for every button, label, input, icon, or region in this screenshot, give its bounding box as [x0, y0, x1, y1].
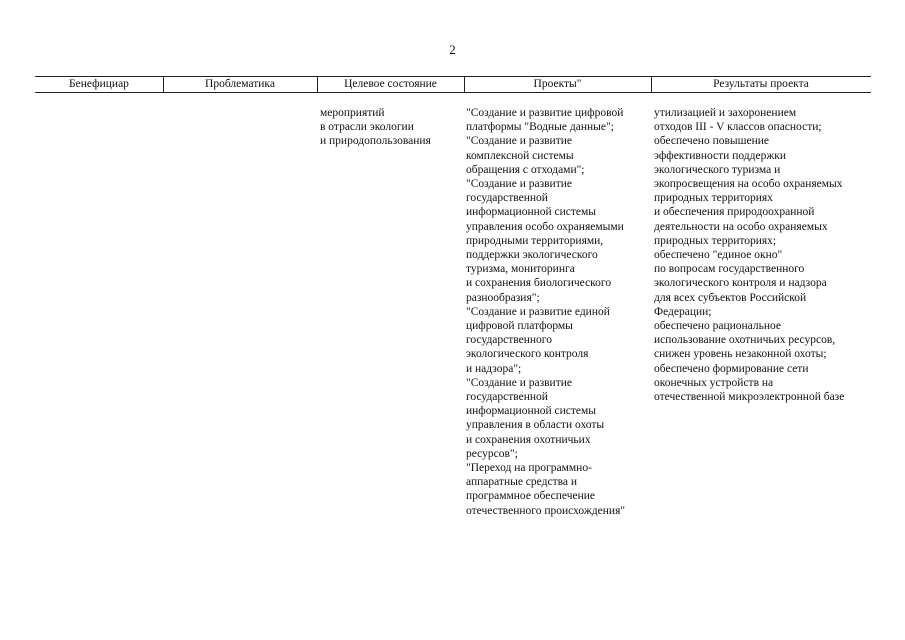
- cell-results: утилизацией и захоронением отходов III - V классов опасности; обеспечено повышение эффективности поддержки экологического туризма и экопросвещения на особо охраняемых природных территориях и обеспечения природоохранной деятельности на особо охраняемых природных территориях; обеспечено "единое окно" по вопросам государственного экологического контроля и надзора для всех субъектов Российской Федерации; обеспечено рациональное использование охотничьих ресурсов, снижен уровень незаконной охоты; обеспечено формирование сети оконечных устройств на отечественной микроэлектронной базе: [654, 107, 845, 404]
- header-target-state: Целевое состояние: [344, 78, 437, 90]
- document-table: [35, 76, 871, 517]
- header-results: Результаты проекта: [713, 78, 809, 90]
- header-beneficiary: Бенефициар: [69, 78, 129, 90]
- header-projects: Проекты": [533, 78, 582, 90]
- cell-projects: "Создание и развитие цифровой платформы "Водные данные"; "Создание и развитие комплексной системы обращения с отходами"; "Создание и развитие государственной информационной системы управления особо охраняемыми природными территориями, поддержки экологического туризма, мониторинга и сохранения биологического разнообразия"; "Создание и развитие единой цифровой платформы государственного экологического контроля и надзора"; "Создание и развитие государственной информационной системы управления в области охоты и сохранения охотничьих ресурсов"; "Переход на программно- аппаратные средства и программное обеспечение отечественного происхождения": [466, 107, 626, 517]
- page-number: 2: [449, 42, 456, 57]
- header-problems: Проблематика: [205, 78, 275, 90]
- cell-target-state: мероприятий в отрасли экологии и природопользования: [320, 107, 431, 148]
- table-header-row: [35, 76, 871, 93]
